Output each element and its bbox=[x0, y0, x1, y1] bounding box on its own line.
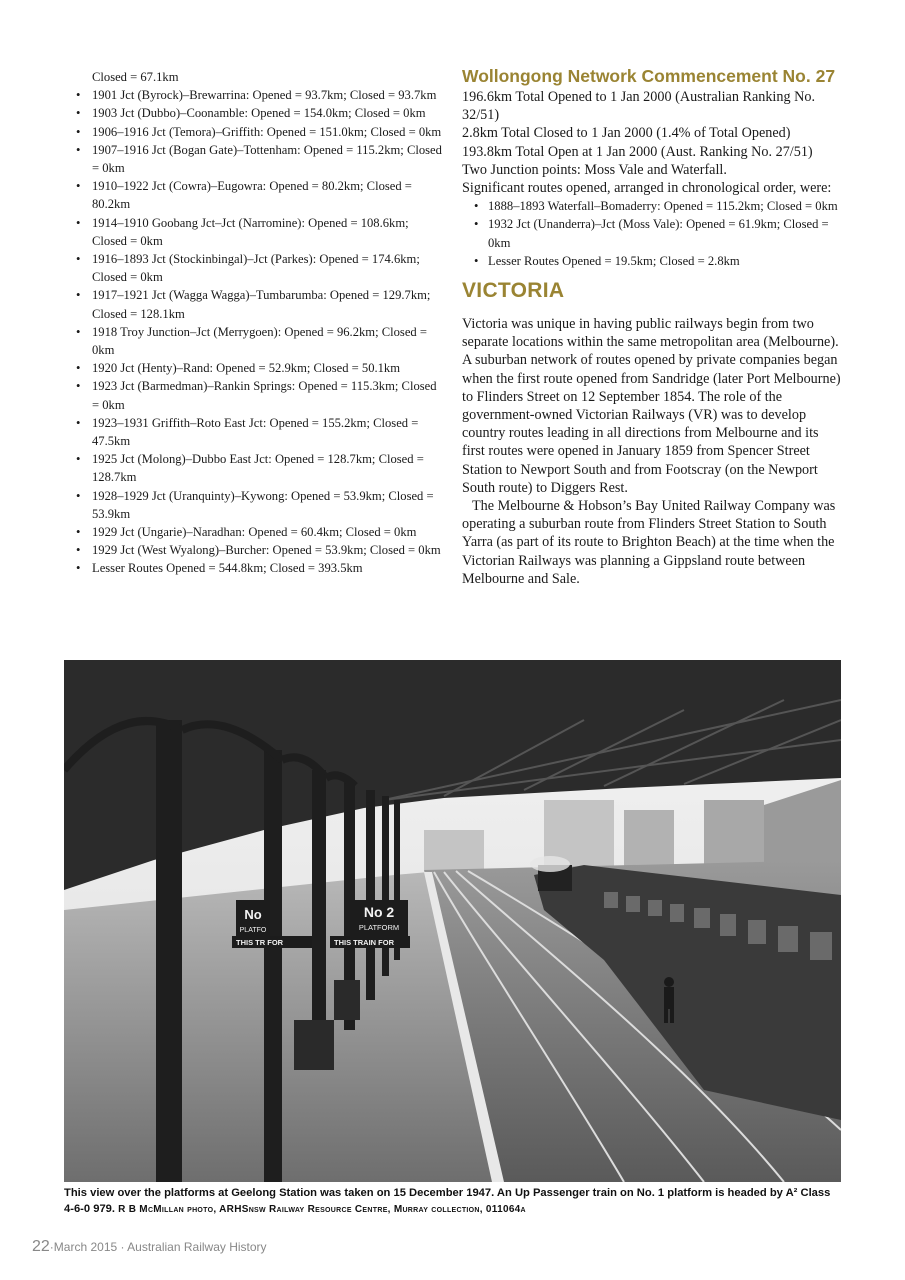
route-item: • 1918 Troy Junction–Jct (Merrygoen): Opened = 96.2km; Closed = 0km bbox=[62, 323, 442, 359]
route-item: • 1920 Jct (Henty)–Rand: Opened = 52.9km; Closed = 50.1km bbox=[62, 359, 442, 377]
route-item: • 1901 Jct (Byrock)–Brewarrina: Opened = 93.7km; Closed = 93.7km bbox=[62, 86, 442, 104]
sign-right-platform: PLATFORM bbox=[358, 923, 400, 932]
route-item: • 1910–1922 Jct (Cowra)–Eugowra: Opened = 80.2km; Closed = 80.2km bbox=[62, 177, 442, 213]
route-item: • 1916–1893 Jct (Stockinbingal)–Jct (Parkes): Opened = 174.6km; Closed = 0km bbox=[62, 250, 442, 286]
station-photo-illustration bbox=[64, 660, 841, 1182]
stat-intro: Significant routes opened, arranged in chronological order, were: bbox=[462, 180, 832, 197]
right-column bbox=[462, 66, 844, 588]
sign-right-strip: THIS TRAIN FOR bbox=[334, 938, 394, 947]
stat-total-opened: 196.6km Total Opened to 1 Jan 2000 (Australian Ranking No. 32/51) bbox=[462, 89, 815, 124]
route-item: • Lesser Routes Opened = 544.8km; Closed = 393.5km bbox=[62, 559, 442, 577]
continued-line: Closed = 67.1km bbox=[92, 70, 179, 84]
sign-left-strip: THIS TR FOR bbox=[236, 938, 284, 947]
victoria-paragraph-2: The Melbourne & Hobson’s Bay United Railway Company was operating a suburban route from Flinders Street Station to South Yarra (as part of its route to Brighton Beach) at the time when the Victorian Railways was planning a Gippsland route between Melbourne and Sale. bbox=[462, 498, 836, 587]
nsw-route-list bbox=[62, 86, 442, 577]
route-item: • 1903 Jct (Dubbo)–Coonamble: Opened = 154.0km; Closed = 0km bbox=[62, 104, 442, 122]
route-item: • 1929 Jct (Ungarie)–Naradhan: Opened = 60.4km; Closed = 0km bbox=[62, 523, 442, 541]
caption-text: This view over the platforms at Geelong Station was taken on 15 December 1947. An Up Passenger train on No. 1 platform is headed by A² Class 4-6-0 979. bbox=[64, 1187, 831, 1215]
stat-total-open: 193.8km Total Open at 1 Jan 2000 (Aust. Ranking No. 27/51) bbox=[462, 143, 813, 160]
route-item: • 1929 Jct (West Wyalong)–Burcher: Opened = 53.9km; Closed = 0km bbox=[62, 541, 442, 559]
route-item: • 1907–1916 Jct (Bogan Gate)–Tottenham: Opened = 115.2km; Closed = 0km bbox=[62, 141, 442, 177]
route-item: • 1923–1931 Griffith–Roto East Jct: Opened = 155.2km; Closed = 47.5km bbox=[62, 414, 442, 450]
geelong-station-photo bbox=[64, 660, 841, 1182]
wollongong-route-list bbox=[462, 197, 844, 270]
route-item: • 1923 Jct (Barmedman)–Rankin Springs: Opened = 115.3km; Closed = 0km bbox=[62, 377, 442, 413]
photo-caption bbox=[64, 1186, 841, 1217]
page-number: 22 bbox=[32, 1238, 50, 1255]
wollongong-heading: Wollongong Network Commencement No. 27 bbox=[462, 66, 836, 86]
route-item: • 1928–1929 Jct (Uranquinty)–Kywong: Opened = 53.9km; Closed = 53.9km bbox=[62, 487, 442, 523]
route-item: • 1925 Jct (Molong)–Dubbo East Jct: Opened = 128.7km; Closed = 128.7km bbox=[62, 450, 442, 486]
victoria-heading: VICTORIA bbox=[462, 279, 565, 303]
page-footer bbox=[32, 1238, 267, 1256]
sign-left-number: No bbox=[244, 907, 262, 922]
sign-right-number: No 2 bbox=[363, 904, 395, 920]
route-item: • 1906–1916 Jct (Temora)–Griffith: Opened = 151.0km; Closed = 0km bbox=[62, 123, 442, 141]
route-item: • 1888–1893 Waterfall–Bomaderry: Opened = 115.2km; Closed = 0km bbox=[462, 197, 844, 215]
route-item: • 1914–1910 Goobang Jct–Jct (Narromine): Opened = 108.6km; Closed = 0km bbox=[62, 214, 442, 250]
sign-left-platform: PLATFO bbox=[239, 927, 267, 934]
victoria-paragraph-1: Victoria was unique in having public railways begin from two separate locations within the same metropolitan area (Melbourne). A suburban network of routes opened by private companies began when the first route opened from Sandridge (later Port Melbourne) to Flinders Street on 12 September 1854. The role of the government-owned Victorian Railways (VR) was to develop country routes leading in all directions from Melbourne and its first routes were opened in January 1859 from Spencer Street Station to Newport South and from Footscray (on the Newport South route) to Diggers Rest. bbox=[462, 316, 841, 496]
stat-total-closed: 2.8km Total Closed to 1 Jan 2000 (1.4% of Total Opened) bbox=[462, 125, 791, 142]
left-column bbox=[62, 68, 442, 578]
route-item: • 1917–1921 Jct (Wagga Wagga)–Tumbarumba: Opened = 129.7km; Closed = 128.1km bbox=[62, 286, 442, 322]
route-item: • Lesser Routes Opened = 19.5km; Closed = 2.8km bbox=[462, 252, 844, 270]
photo-credit: R B McMillan photo, ARHSnsw Railway Resource Centre, Murray collection, 011064a bbox=[118, 1203, 526, 1215]
stat-junctions: Two Junction points: Moss Vale and Waterfall. bbox=[462, 161, 727, 178]
route-item: • 1932 Jct (Unanderra)–Jct (Moss Vale): Opened = 61.9km; Closed = 0km bbox=[462, 215, 844, 251]
issue-info: ·March 2015 · Australian Railway History bbox=[49, 1240, 267, 1254]
